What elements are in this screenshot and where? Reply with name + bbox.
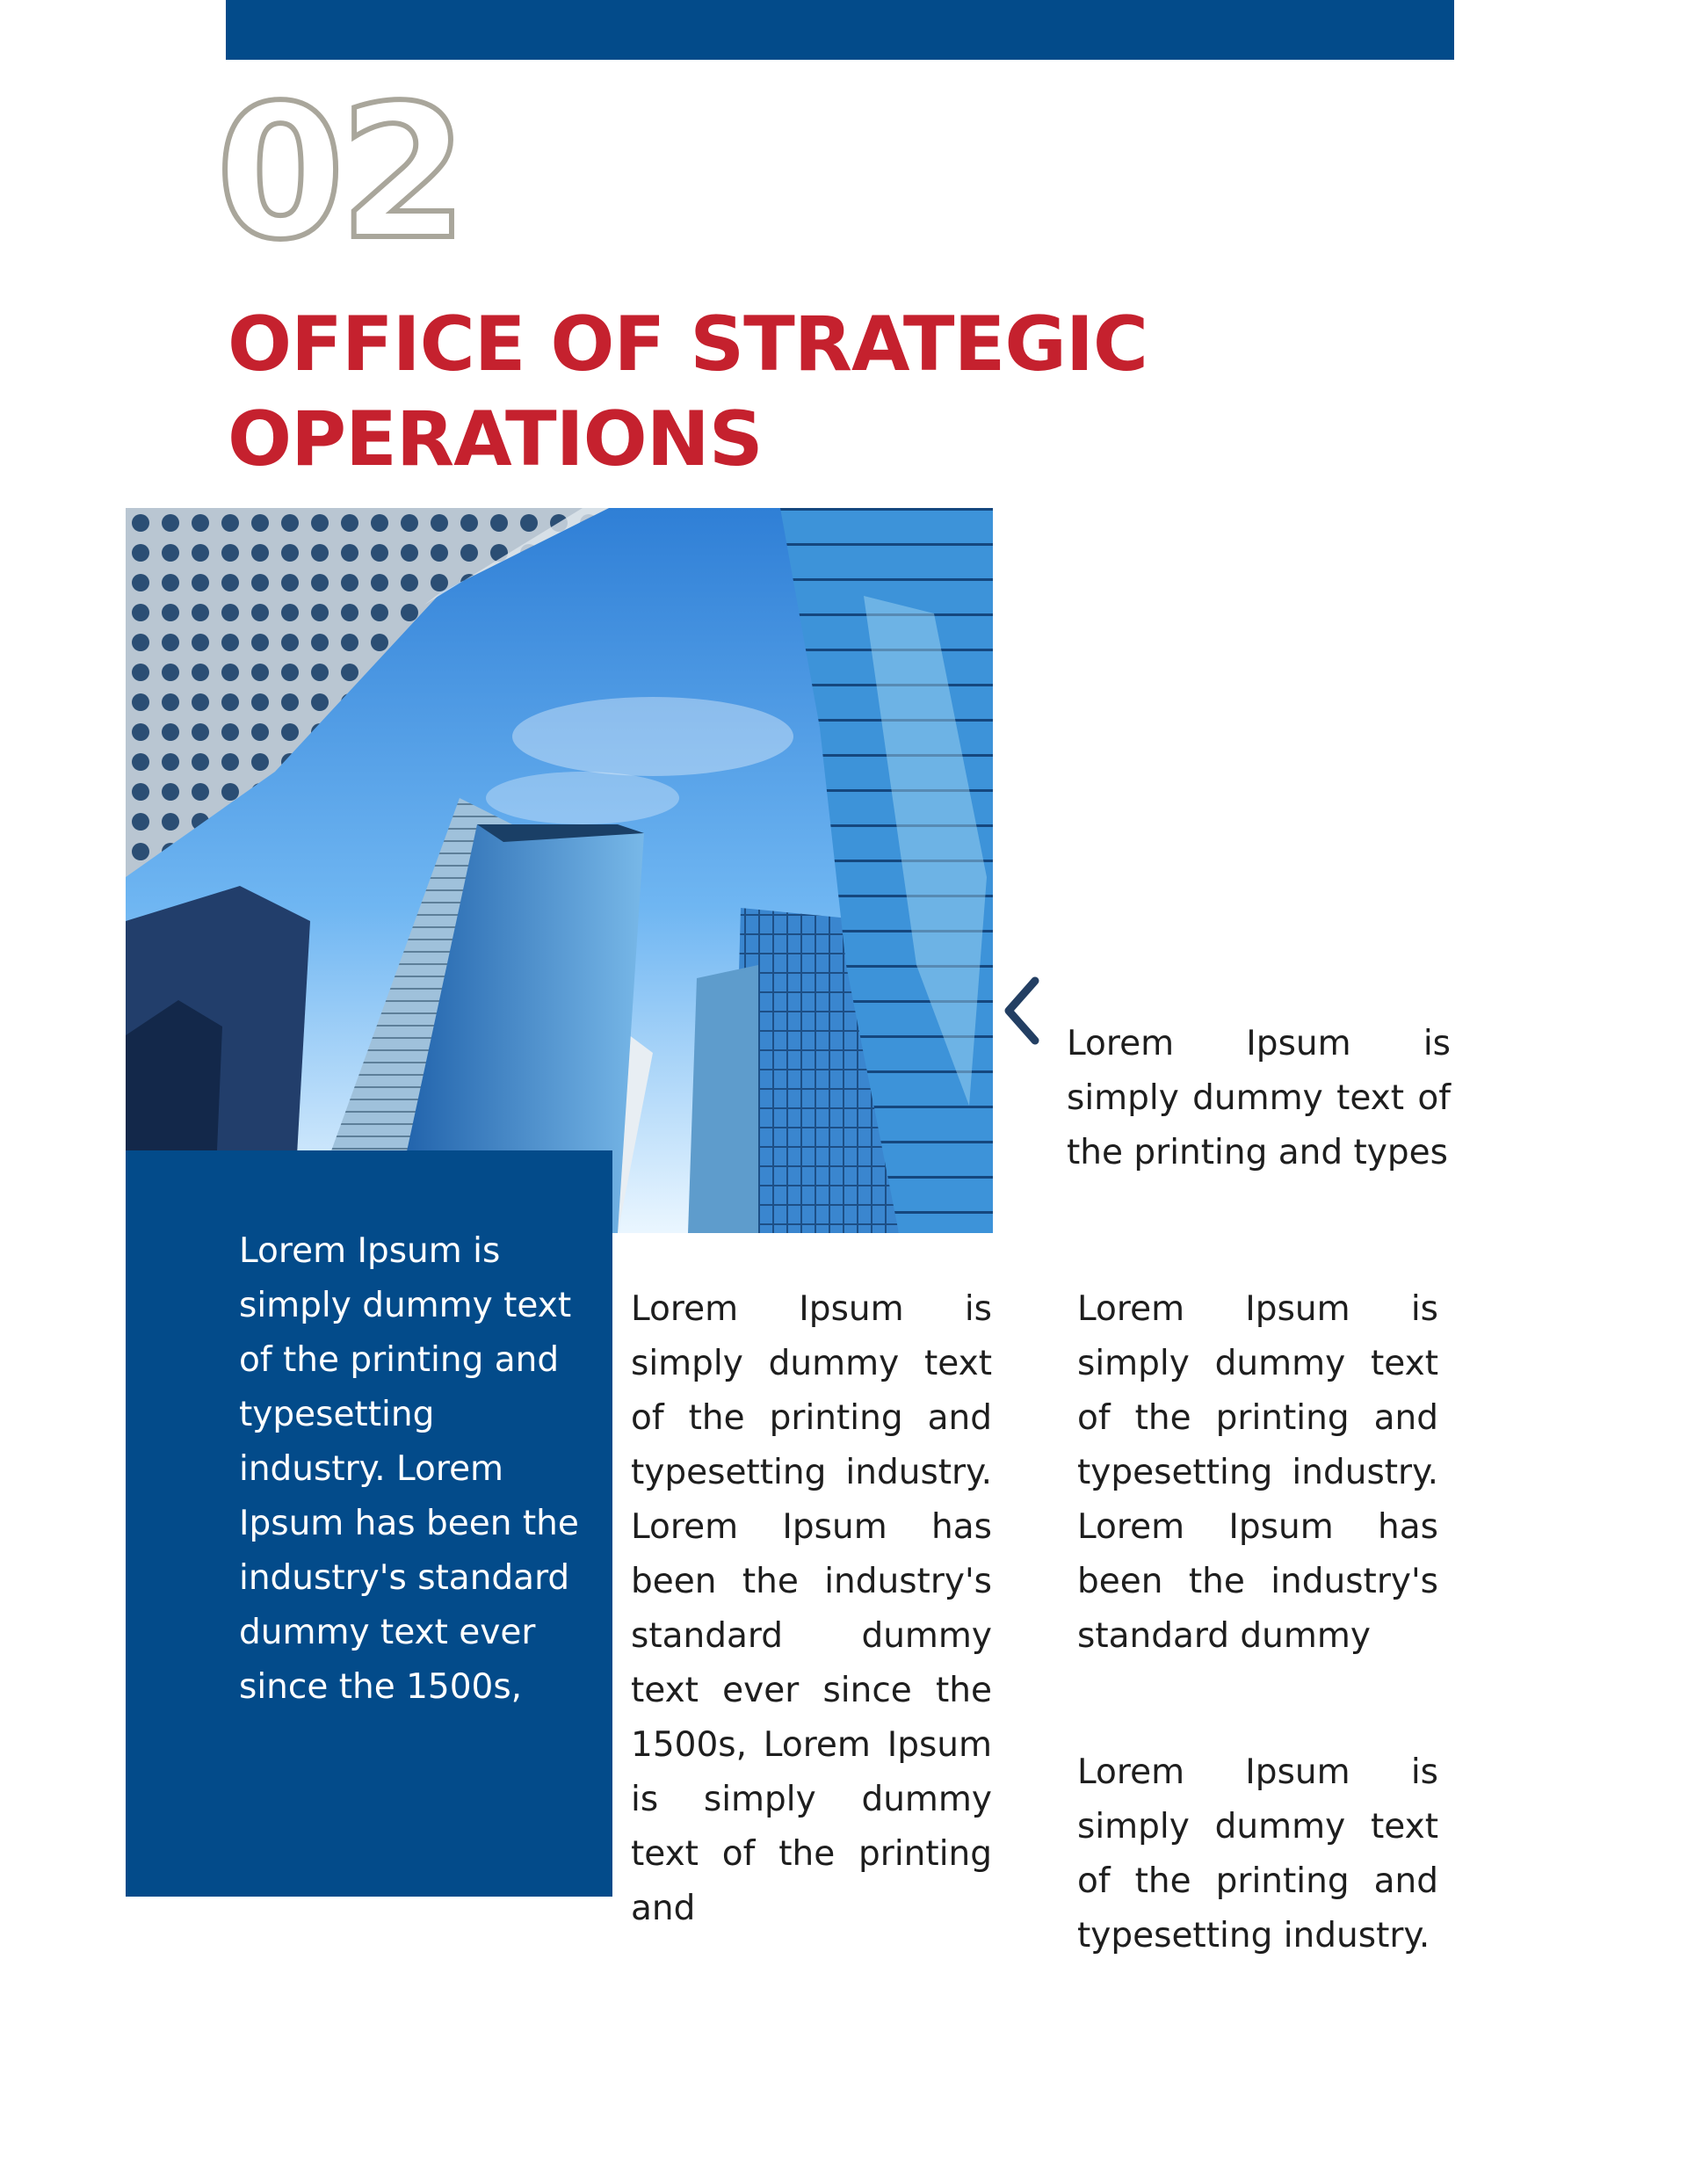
skyscraper-photo: [126, 508, 993, 1233]
page-title-line-1: OFFICE OF STRATEGIC: [228, 301, 1148, 388]
blue-callout-text: Lorem Ipsum is simply dummy text of the printing and typesetting industry. Lorem Ipsum has been the industry's standard dummy text ever since the 1500s,: [239, 1231, 579, 1707]
side-note-text: Lorem Ipsum is simply dummy text of the printing and types: [1067, 1024, 1451, 1172]
section-number: 02: [216, 65, 463, 280]
skyscraper-illustration: [126, 508, 993, 1233]
page-title: [228, 297, 1282, 487]
top-accent-bar: [226, 0, 1454, 60]
page-title-line-2: OPERATIONS: [228, 395, 763, 483]
body-column-middle: Lorem Ipsum is simply dummy text of the printing and typesetting industry. Lorem Ipsum has been the industry's standard dummy text ever since the 1500s, Lorem Ipsum is simply dummy text of the printing and: [631, 1289, 992, 1928]
body-column-right-bottom: Lorem Ipsum is simply dummy text of the printing and typesetting industry.: [1077, 1752, 1438, 1955]
chevron-left-icon: [1000, 976, 1044, 1046]
body-column-right-top: Lorem Ipsum is simply dummy text of the printing and typesetting industry. Lorem Ipsum has been the industry's standard dummy: [1077, 1289, 1438, 1656]
